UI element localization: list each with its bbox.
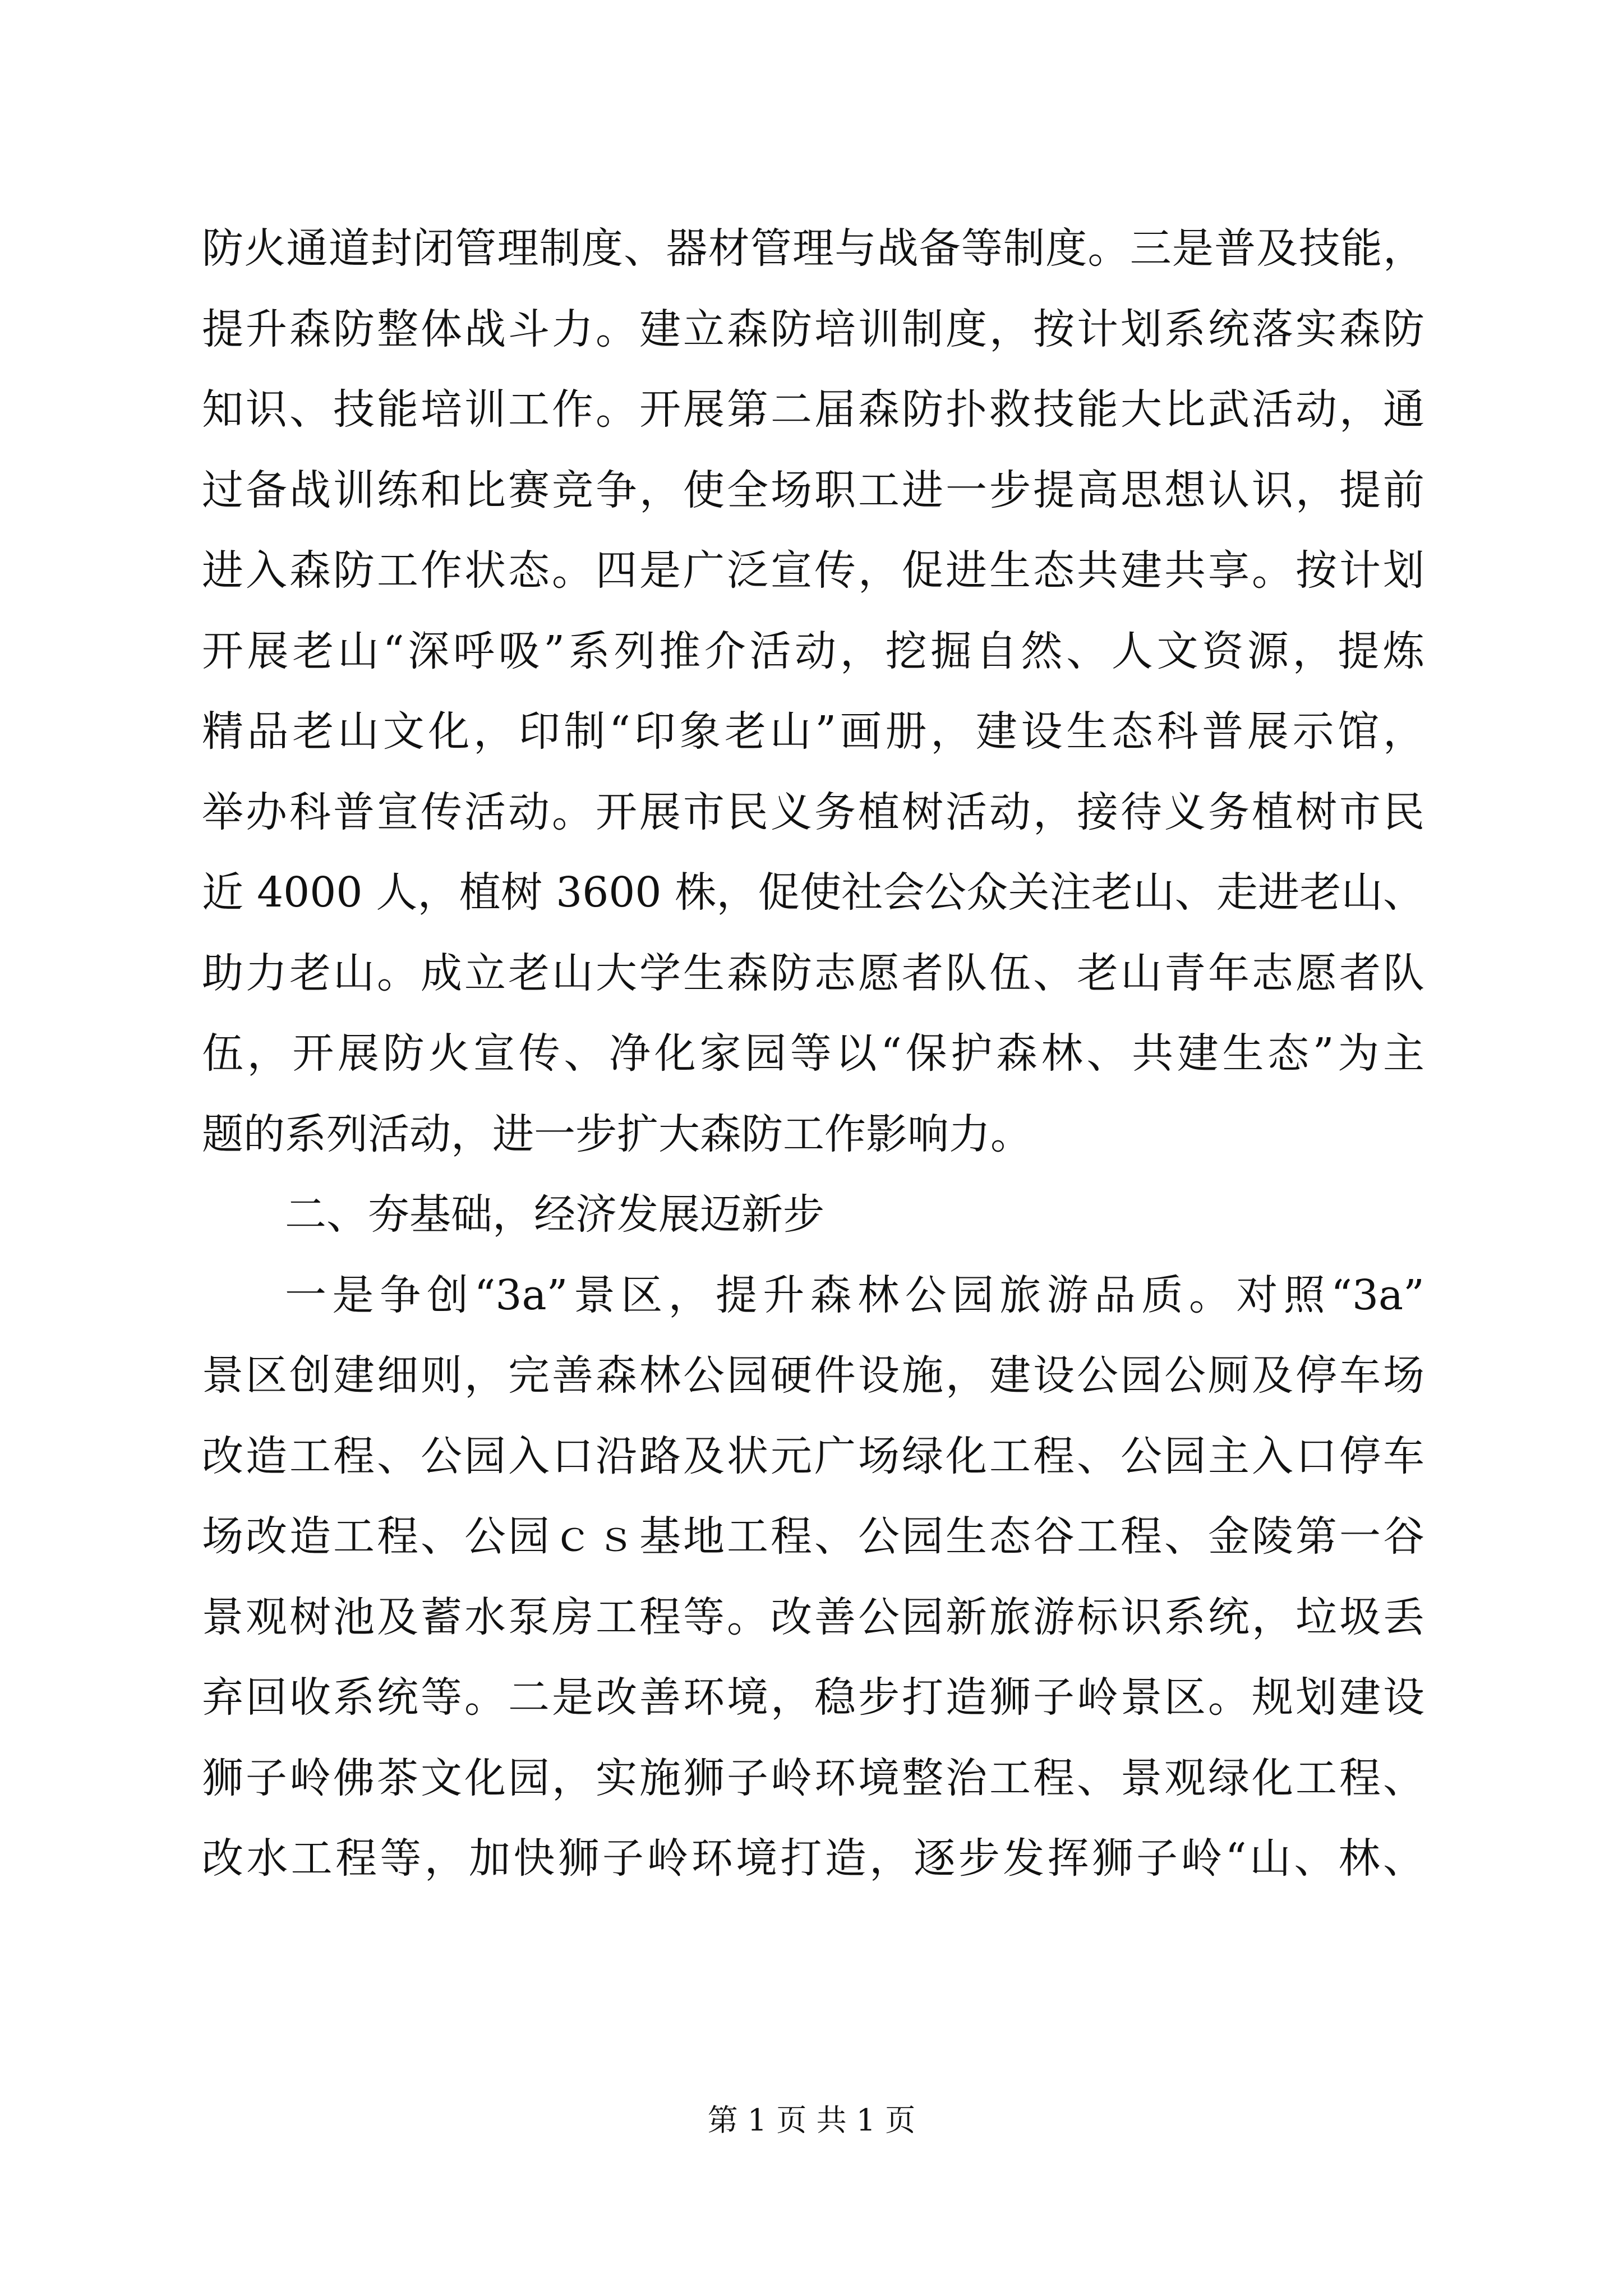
text-line: 改水工程等，加快狮子岭环境打造，逐步发挥狮子岭“山、林、 [202, 1834, 1424, 1883]
text-line: 狮子岭佛茶文化园，实施狮子岭环境整治工程、景观绿化工程、 [202, 1754, 1424, 1802]
text-line: 知识、技能培训工作。开展第二届森防扑救技能大比武活动，通 [202, 385, 1424, 434]
page-number-footer: 第 1 页 共 1 页 [707, 2102, 916, 2138]
text-line: 场改造工程、公园ｃｓ基地工程、公园生态谷工程、金陵第一谷 [202, 1512, 1424, 1561]
text-line: 过备战训练和比赛竞争，使全场职工进一步提高思想认识，提前 [202, 466, 1424, 514]
text-line: 景观树池及蓄水泵房工程等。改善公园新旅游标识系统，垃圾丢 [202, 1593, 1424, 1641]
text-line: 题的系列活动，进一步扩大森防工作影响力。 [202, 1110, 1032, 1158]
text-line: 助力老山。成立老山大学生森防志愿者队伍、老山青年志愿者队 [202, 949, 1424, 997]
text-line: 一是争创“3a”景区，提升森林公园旅游品质。对照“3a” [285, 1271, 1424, 1319]
text-line: 弃回收系统等。二是改善环境，稳步打造狮子岭景区。规划建设 [202, 1673, 1424, 1722]
text-line: 景区创建细则，完善森林公园硬件设施，建设公园公厕及停车场 [202, 1351, 1424, 1400]
text-line: 防火通道封闭管理制度、器材管理与战备等制度。三是普及技能， [202, 224, 1424, 273]
text-line: 精品老山文化，印制“印象老山”画册，建设生态科普展示馆， [202, 707, 1424, 756]
text-line: 伍，开展防火宣传、净化家园等以“保护森林、共建生态”为主 [202, 1029, 1424, 1078]
text-line: 近 4000 人，植树 3600 株，促使社会公众关注老山、走进老山、 [202, 868, 1424, 917]
text-line: 进入森防工作状态。四是广泛宣传，促进生态共建共享。按计划 [202, 546, 1424, 595]
section-heading: 二、夯基础，经济发展迈新步 [285, 1190, 824, 1239]
text-line: 改造工程、公园入口沿路及状元广场绿化工程、公园主入口停车 [202, 1432, 1424, 1480]
body-text [202, 209, 1424, 1899]
text-line: 提升森防整体战斗力。建立森防培训制度，按计划系统落实森防 [202, 305, 1424, 353]
text-line: 开展老山“深呼吸”系列推介活动，挖掘自然、人文资源，提炼 [202, 627, 1424, 675]
text-line: 举办科普宣传活动。开展市民义务植树活动，接待义务植树市民 [202, 788, 1424, 836]
